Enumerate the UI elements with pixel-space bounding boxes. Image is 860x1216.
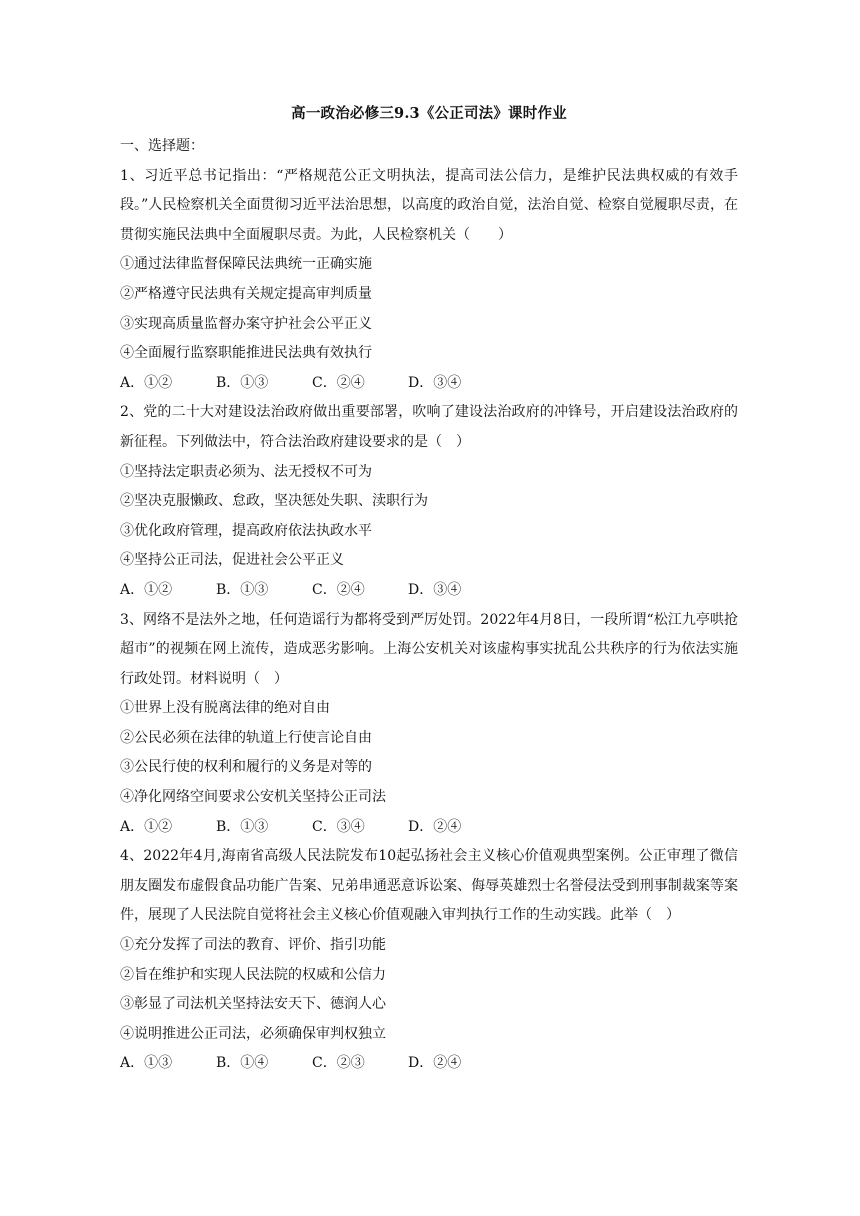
statement-item: ④净化网络空间要求公安机关坚持公正司法 xyxy=(120,789,386,806)
statement-item: ②旨在维护和实现人民法院的权威和公信力 xyxy=(120,966,386,983)
answer-option-b: B．①③ xyxy=(216,818,269,835)
answer-options xyxy=(120,369,738,399)
document-body xyxy=(120,103,738,1079)
question-1 xyxy=(120,162,738,399)
question-4 xyxy=(120,842,738,1079)
question-2 xyxy=(120,398,738,605)
answer-option-d: D．③④ xyxy=(408,581,462,598)
question-stem: 3、网络不是法外之地，任何造谣行为都将受到严厉处罚。2022年4月8日，一段所谓“松江九亭哄抢超市”的视频在网上流传，造成恶劣影响。上海公安机关对该虚构事实扰乱公共秩序的行为依法实施行政处罚。材料说明（ ） xyxy=(120,611,738,687)
document-title: 高一政治必修三9.3《公正司法》课时作业 xyxy=(291,105,567,122)
statement-item: ①通过法律监督保障民法典统一正确实施 xyxy=(120,256,372,273)
answer-options xyxy=(120,576,738,606)
statement-item: ③优化政府管理，提高政府依法执政水平 xyxy=(120,522,372,539)
answer-option-c: C．②④ xyxy=(312,374,365,391)
statement-item: ①世界上没有脱离法律的绝对自由 xyxy=(120,700,330,717)
answer-option-a: A．①② xyxy=(120,818,173,835)
answer-option-d: D．②④ xyxy=(408,1055,462,1072)
answer-option-a: A．①② xyxy=(120,581,173,598)
answer-option-b: B．①④ xyxy=(216,1055,269,1072)
answer-option-c: C．②③ xyxy=(312,1055,365,1072)
statement-item: ④全面履行监察职能推进民法典有效执行 xyxy=(120,345,372,362)
answer-option-b: B．①③ xyxy=(216,374,269,391)
statement-item: ②严格遵守民法典有关规定提高审判质量 xyxy=(120,285,372,302)
statement-item: ③实现高质量监督办案守护社会公平正义 xyxy=(120,315,372,332)
answer-options xyxy=(120,1049,738,1079)
question-stem: 2、党的二十大对建设法治政府做出重要部署，吹响了建设法治政府的冲锋号，开启建设法治政府的新征程。下列做法中，符合法治政府建设要求的是（ ） xyxy=(120,404,738,450)
section-heading: 一、选择题： xyxy=(120,138,204,154)
question-stem: 4、2022年4月,海南省高级人民法院发布10起弘扬社会主义核心价值观典型案例。公正审理了微信朋友圈发布虚假食品功能广告案、兄弟串通恶意诉讼案、侮辱英雄烈士名誉侵法受到刑事制裁案等案件，展现了人民法院自觉将社会主义核心价值观融入审判执行工作的生动实践。此举（ ） xyxy=(120,848,738,924)
statement-item: ②公民必须在法律的轨道上行使言论自由 xyxy=(120,729,372,746)
answer-option-c: C．②④ xyxy=(312,581,365,598)
question-3 xyxy=(120,606,738,843)
question-stem: 1、习近平总书记指出：“严格规范公正文明执法，提高司法公信力，是维护民法典权威的有效手段。”人民检察机关全面贯彻习近平法治思想，以高度的政治自觉，法治自觉、检察自觉履职尽责，在贯彻实施民法典中全面履职尽责。为此，人民检察机关（ ） xyxy=(120,167,738,243)
answer-option-c: C．③④ xyxy=(312,818,365,835)
statement-item: ④坚持公正司法，促进社会公平正义 xyxy=(120,552,344,569)
statement-item: ③公民行使的权利和履行的义务是对等的 xyxy=(120,759,372,776)
statement-item: ②坚决克服懒政、怠政，坚决惩处失职、渎职行为 xyxy=(120,493,428,510)
answer-option-a: A．①② xyxy=(120,374,173,391)
answer-options xyxy=(120,813,738,843)
answer-option-b: B．①③ xyxy=(216,581,269,598)
statement-item: ③彰显了司法机关坚持法安天下、德润人心 xyxy=(120,996,386,1013)
statement-item: ④说明推进公正司法，必须确保审判权独立 xyxy=(120,1025,386,1042)
statement-item: ①坚持法定职责必须为、法无授权不可为 xyxy=(120,463,372,480)
answer-option-d: D．③④ xyxy=(408,374,462,391)
answer-option-a: A．①③ xyxy=(120,1055,173,1072)
statement-item: ①充分发挥了司法的教育、评价、指引功能 xyxy=(120,937,386,954)
answer-option-d: D．②④ xyxy=(408,818,462,835)
